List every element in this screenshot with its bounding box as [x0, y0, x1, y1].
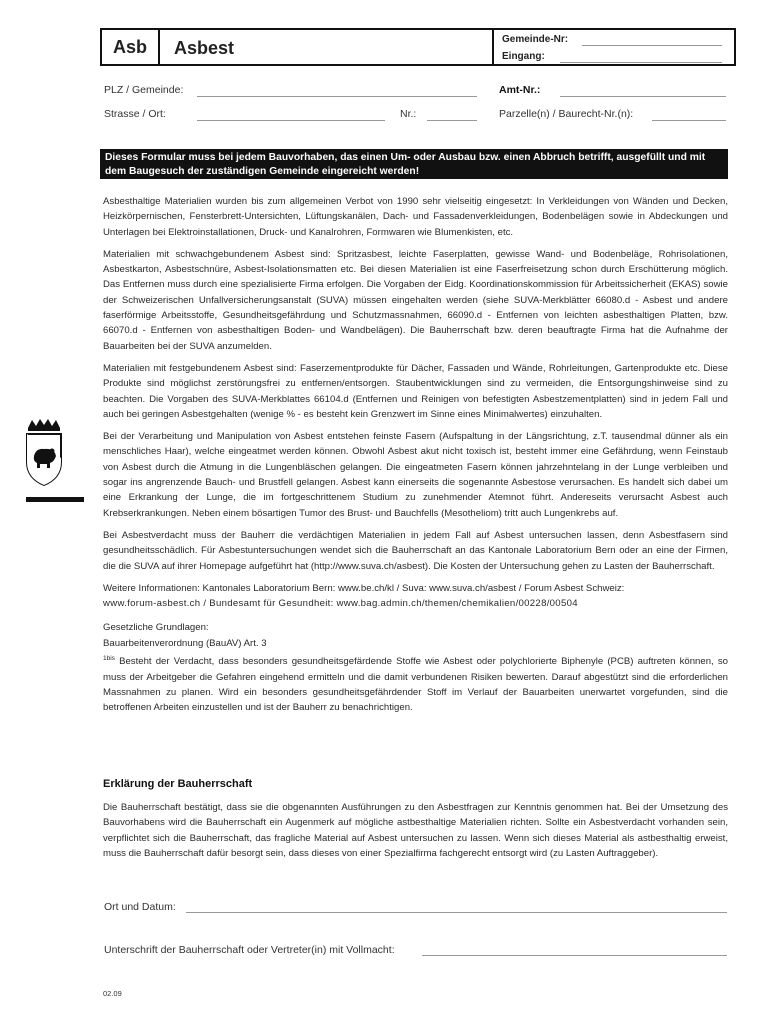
ort-datum-field[interactable]: [186, 912, 727, 913]
gemeinde-nr-label: Gemeinde-Nr:: [502, 34, 569, 45]
legal-heading: Gesetzliche Grundlagen:: [103, 622, 209, 634]
paragraph: Materialien mit festgebundenem Asbest sind: Faserzementprodukte für Dächer, Fassaden und Wände, Rohrleitungen, Gartenprodukte etc. Diese Produkte sind möglichst zerstörungsfrei zu entfernen/entsorgen. Staubentwicklungen sind zu vermeiden, die Entsorgungshinweise sind zu beachten. Die Vorgaben des SUVA-Merkblattes 66104.d (Entfernen und Reinigen von befestigten Asbestzementplatten) sind in jedem Fall und auch bei geringen Asbestgehalten (wenige % - es besteht kein Grenzwert im Sinne eines Minimalwertes) einzuhalten.: [103, 362, 728, 420]
declaration-text: [103, 800, 728, 861]
parzelle-label: Parzelle(n) / Baurecht-Nr.(n):: [499, 108, 634, 120]
nr-label: Nr.:: [400, 108, 417, 120]
amt-nr-field[interactable]: [560, 96, 726, 97]
declaration-title: Erklärung der Bauherrschaft: [103, 778, 253, 790]
form-title: Asbest: [174, 38, 235, 58]
legal-body: Besteht der Verdacht, dass besonders gesundheitsgefärdende Stoffe wie Asbest oder polychlorierte Biphenyle (PCB) auftreten können, so muss der Arbeitgeber die Gefahren eingehend ermitteln und die damit verbundenen Risiken bewerten. Darauf abgestützt sind die erforderlichen Massnahmen zu planen. Wird ein besonders gesundheitsgefährdender Stoff im Verlauf der Bauarbeiten unerwartet vorgefunden, sind die betroffenen Arbeiten einzustellen und ist der Bauherr zu benachrichtigen.: [103, 656, 728, 714]
unterschrift-label: Unterschrift der Bauherrschaft oder Vertreter(in) mit Vollmacht:: [104, 944, 395, 956]
legal-article: Bauarbeitenverordnung (BauAV) Art. 3: [103, 637, 267, 649]
eingang-label: Eingang:: [502, 51, 545, 62]
nr-field[interactable]: [427, 120, 477, 121]
info-links-line1: Weitere Informationen: Kantonales Laboratorium Bern: www.be.ch/kl / Suva: www.suva.ch/asbest / Forum Asbest Schweiz:: [103, 582, 625, 594]
unterschrift-field[interactable]: [422, 955, 727, 956]
header-meta: [492, 30, 736, 64]
paragraph: Bei der Verarbeitung und Manipulation von Asbest entstehen feinste Fasern (Aufspaltung in der Längsrichtung, z.T. tausendmal dünner als ein menschliches Haar), welche eingeatmet werden können. Obwohl Asbest akut nicht toxisch ist, besteht immer eine Gefährdung, wenn Feinstaub von Asbest durch die Atmung in die Lungenbläschen gelangen. Die eingeatmeten Fasern können jahrzehntelang in der Lunge verbleiben und sogar ins angrenzende Bauch- und Brustfell gelangen. Asbest kann einerseits die sogenannte Asbestose verursachen. Es handelt sich dabei um eine Erkrankung der Lunge, die im fortgeschrittenem Studium zu zunehmender Atemnot führt. Andereseits verursacht Asbest auch Krebserkrankungen. Neben einem bösartigen Tumor des Brust- und Bauchfells (Mesotheliom) tritt auch Lungenkrebs auf.: [103, 431, 728, 519]
plz-gemeinde-field[interactable]: [197, 96, 477, 97]
divider-bar: [26, 497, 84, 502]
paragraph: Materialien mit schwachgebundenem Asbest sind: Spritzasbest, leichte Faserplatten, gewisse Wand- und Bodenbeläge, Rohrisolationen, Asbestkarton, Asbestschnüre, Asbest-Isolationsmatten etc. Bei diesen Materialien ist eine Faserfreisetzung schon durch Erschütterung möglich. Das Entfernen muss durch eine spezialisierte Firma erfolgen. Die Vorgaben der Eidg. Koordinationskommission für Arbeitssicherheit (EKAS) sowie der Schweizerischen Unfallversicherungsanstalt (SUVA) müssen eingehalten werden (siehe SUVA-Merkblätter 66080.d - Asbest und andere faserförmige Arbeitsstoffe, Gesundheitsgefährdung und Schutzmassnahmen, 66090.d - Entfernen von leichten asbesthaltigen Platten, bzw. 66070.d - Entfernen von asbesthaltigen Boden- und Wandbelägen). Die Bauherrschaft bzw. deren beauftragte Firma hat die Aufnahme der Bauarbeiten bei der SUVA anzumelden.: [103, 248, 728, 352]
paragraph: Asbesthaltige Materialien wurden bis zum allgemeinen Verbot von 1990 sehr vielseitig eingesetzt: In Verkleidungen von Wänden und Decken, Heizkörpernischen, Fensterbrett-Untersichten, Lüftungskanälen, Dach- und Fassadenverkleidungen, Bodenbelägen sowie in Abdeckungen und Unterlagen bei Elektroinstallationen, Druck- und Kanalrohren, Formwaren wie Blumenkisten, etc.: [103, 196, 728, 238]
notice-banner: Dieses Formular muss bei jedem Bauvorhaben, das einen Um- oder Ausbau bzw. einen Abbruch betrifft, ausgefüllt und mit dem Baugesuch der zuständigen Gemeinde eingereicht werden!: [100, 149, 728, 179]
legal-sup: 1bis: [103, 655, 115, 663]
canton-bern-crest-icon: [22, 418, 66, 493]
strasse-ort-field[interactable]: [197, 120, 385, 121]
legal-text: [103, 651, 728, 715]
declaration-body: Die Bauherrschaft bestätigt, dass sie die obgenannten Ausführungen zu den Asbestfragen zur Kenntnis genommen hat. Bei der Umsetzung des Bauvorhabens wird die Bauherrschaft ein Augenmerk auf mögliche astbesthaltige Materialien richten. Sollte ein Asbestverdacht vorhanden sein, verpflichtet sich die Bauherrschaft, das fragliche Material auf Asbest untersuchen zu lassen. Wenn sich dieses Material als astbesthaltig erweist, muss die Bauherrschaft dafür besorgt sein, dass dieses von einer Spezialfirma fachgerecht entsorgt wird (zu Lasten Auftraggeber).: [103, 802, 728, 859]
parzelle-field[interactable]: [652, 120, 726, 121]
paragraph: Bei Asbestverdacht muss der Bauherr die verdächtigen Materialien in jedem Fall auf Asbest untersuchen lassen, denn Asbestfasern sind gesundheitsschädlich. Für Asbestuntersuchungen wendet sich die Bauherrschaft an das Kantonale Laboratorium Bern oder an eine der Firmen, die die SUVA auf ihrer Homepage aufgeführt hat (http://www.suva.ch/asbest). Die Kosten der Untersuchung gehen zu Lasten der Bauherrschaft.: [103, 529, 728, 572]
eingang-field[interactable]: [560, 62, 722, 63]
info-links-line2: www.forum-asbest.ch / Bundesamt für Gesundheit: www.bag.admin.ch/themen/chemikalien/00228/00504: [103, 598, 578, 610]
ort-datum-label: Ort und Datum:: [104, 901, 176, 913]
plz-gemeinde-label: PLZ / Gemeinde:: [104, 84, 184, 96]
form-header: [100, 28, 736, 66]
amt-nr-label: Amt-Nr.:: [499, 84, 541, 96]
gemeinde-nr-field[interactable]: [582, 45, 722, 46]
form-code: Asb: [102, 30, 160, 64]
strasse-ort-label: Strasse / Ort:: [104, 108, 166, 120]
body-text: [103, 194, 728, 715]
form-version: 02.09: [103, 989, 122, 998]
